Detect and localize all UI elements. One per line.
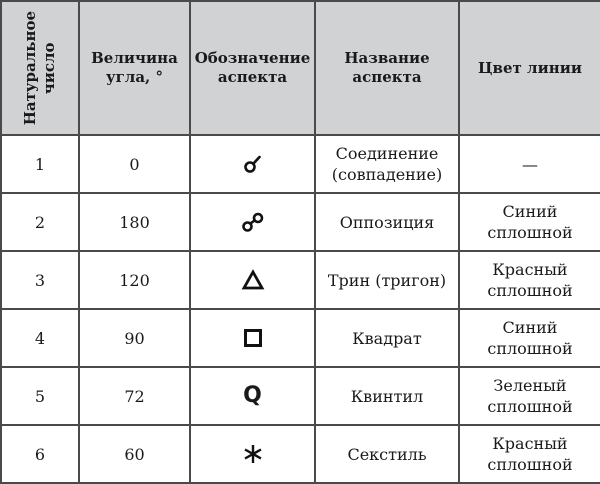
table-row [1, 309, 600, 367]
cell-name [315, 135, 459, 193]
cell-number: 1 [1, 135, 79, 193]
header-angle-line1: Величина [91, 49, 178, 67]
cell-symbol [190, 425, 315, 483]
cell-angle: 120 [79, 251, 190, 309]
cell-symbol [190, 193, 315, 251]
sextile-icon [240, 441, 266, 467]
cell-name-line1: Квинтил [350, 386, 424, 406]
header-name-line2: аспекта [352, 68, 422, 86]
cell-symbol [190, 309, 315, 367]
cell-name [315, 309, 459, 367]
quintile-icon: Q [243, 383, 262, 408]
table-row [1, 425, 600, 483]
square-icon [240, 325, 266, 351]
header-angle-line2: угла, ° [105, 68, 164, 86]
cell-name [315, 425, 459, 483]
cell-color-line1: Синий [502, 202, 558, 221]
cell-name-line2: (совпадение) [331, 165, 443, 184]
header-number [1, 1, 79, 135]
cell-symbol [190, 135, 315, 193]
cell-angle: 90 [79, 309, 190, 367]
header-row [1, 1, 600, 135]
cell-name [315, 193, 459, 251]
cell-symbol [190, 367, 315, 425]
cell-number: 3 [1, 251, 79, 309]
cell-color-line1: Красный [492, 434, 568, 453]
conjunction-icon [240, 151, 266, 177]
header-number-line2: число [40, 42, 58, 94]
cell-symbol [190, 251, 315, 309]
header-symbol [190, 1, 315, 135]
cell-number: 4 [1, 309, 79, 367]
cell-color [459, 425, 600, 483]
cell-name [315, 367, 459, 425]
header-color-label: Цвет линии [478, 58, 582, 77]
cell-angle: 0 [79, 135, 190, 193]
cell-color [459, 135, 600, 193]
cell-angle: 60 [79, 425, 190, 483]
cell-number: 5 [1, 367, 79, 425]
table-row [1, 367, 600, 425]
header-symbol-line1: Обозначение [194, 49, 311, 67]
cell-color-line2: сплошной [487, 339, 573, 358]
header-symbol-line2: аспекта [217, 68, 288, 86]
cell-number: 6 [1, 425, 79, 483]
cell-color-line1: Зеленый [493, 376, 567, 395]
header-color [459, 1, 600, 135]
cell-name-line1: Соединение [335, 144, 439, 163]
table-row [1, 251, 600, 309]
cell-color-line2: сплошной [487, 455, 573, 474]
header-angle [79, 1, 190, 135]
table-row [1, 193, 600, 251]
cell-angle: 180 [79, 193, 190, 251]
header-name-line1: Название [344, 49, 430, 67]
cell-color-line1: — [522, 154, 538, 174]
cell-color [459, 367, 600, 425]
cell-name-line1: Квадрат [352, 328, 422, 348]
table-row [1, 135, 600, 193]
cell-number: 2 [1, 193, 79, 251]
cell-color-line2: сплошной [487, 281, 573, 300]
cell-angle: 72 [79, 367, 190, 425]
cell-color-line2: сплошной [487, 397, 573, 416]
opposition-icon [240, 209, 266, 235]
cell-color [459, 193, 600, 251]
cell-name-line1: Оппозиция [339, 212, 435, 232]
cell-color-line1: Синий [502, 318, 558, 337]
trine-icon [240, 267, 266, 293]
cell-color-line2: сплошной [487, 223, 573, 242]
cell-color [459, 309, 600, 367]
cell-name-line1: Трин (тригон) [327, 270, 447, 290]
header-name [315, 1, 459, 135]
cell-name [315, 251, 459, 309]
cell-color-line1: Красный [492, 260, 568, 279]
header-number-line1: Натуральное [21, 10, 39, 126]
cell-color [459, 251, 600, 309]
cell-name-line1: Секстиль [347, 444, 427, 464]
